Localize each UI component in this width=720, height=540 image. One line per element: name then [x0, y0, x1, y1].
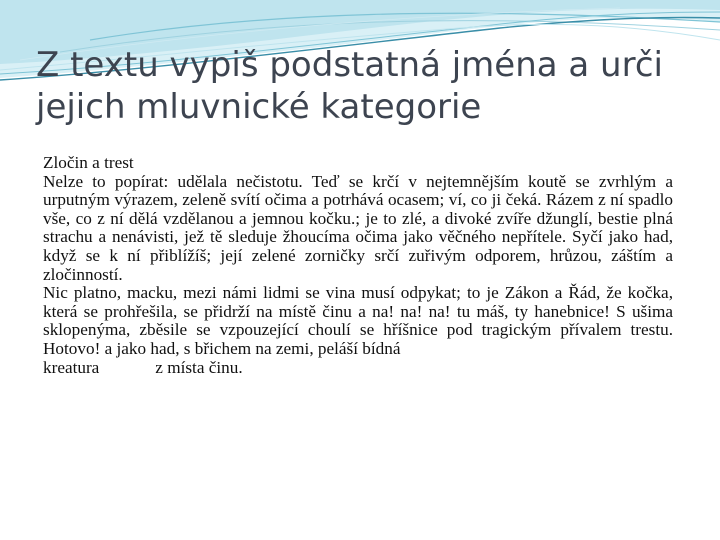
- body-last-line: [43, 359, 673, 378]
- slide-title: Z textu vypiš podstatná jména a urči jejich mluvnické kategorie: [36, 45, 663, 127]
- last-line-start: kreatura: [43, 357, 100, 377]
- body-paragraph: Nic platno, macku, mezi námi lidmi se vina musí odpykat; to je Zákon a Řád, že kočka, která se prohřešila, se přidrží na místě činu a na! na! na! tu máš, ty hanebnice! S ušima sklopenýma, zběsile se vzpouzející choulí se hříšnice pod tragickým přívalem trestu. Hotovo! a jako had, s břichem na zemi, peláší bídná: [43, 283, 673, 358]
- slide-body: [43, 154, 673, 377]
- body-heading: Zločin a trest: [43, 153, 134, 172]
- last-line-end: z místa činu.: [155, 357, 243, 377]
- body-paragraph: Nelze to popírat: udělala nečistotu. Teď se krčí v nejtemnějším koutě se zvrhlým a urputným výrazem, zeleně svítí očima a potrhává ocasem; ví, co ji čeká. Rázem z ní spadlo vše, co z ní dělá vzdělanou a jemnou kočku.; je to zlé, a divoké zvíře džunglí, bestie plná strachu a nenávisti, jež tě sleduje žhoucíma očima jako věčného nepřítele. Syčí jako had, když se k ní přiblížíš; její zelené zorničky srčí zuřivým odporem, hrůzou, záštím a zločinností.: [43, 171, 673, 284]
